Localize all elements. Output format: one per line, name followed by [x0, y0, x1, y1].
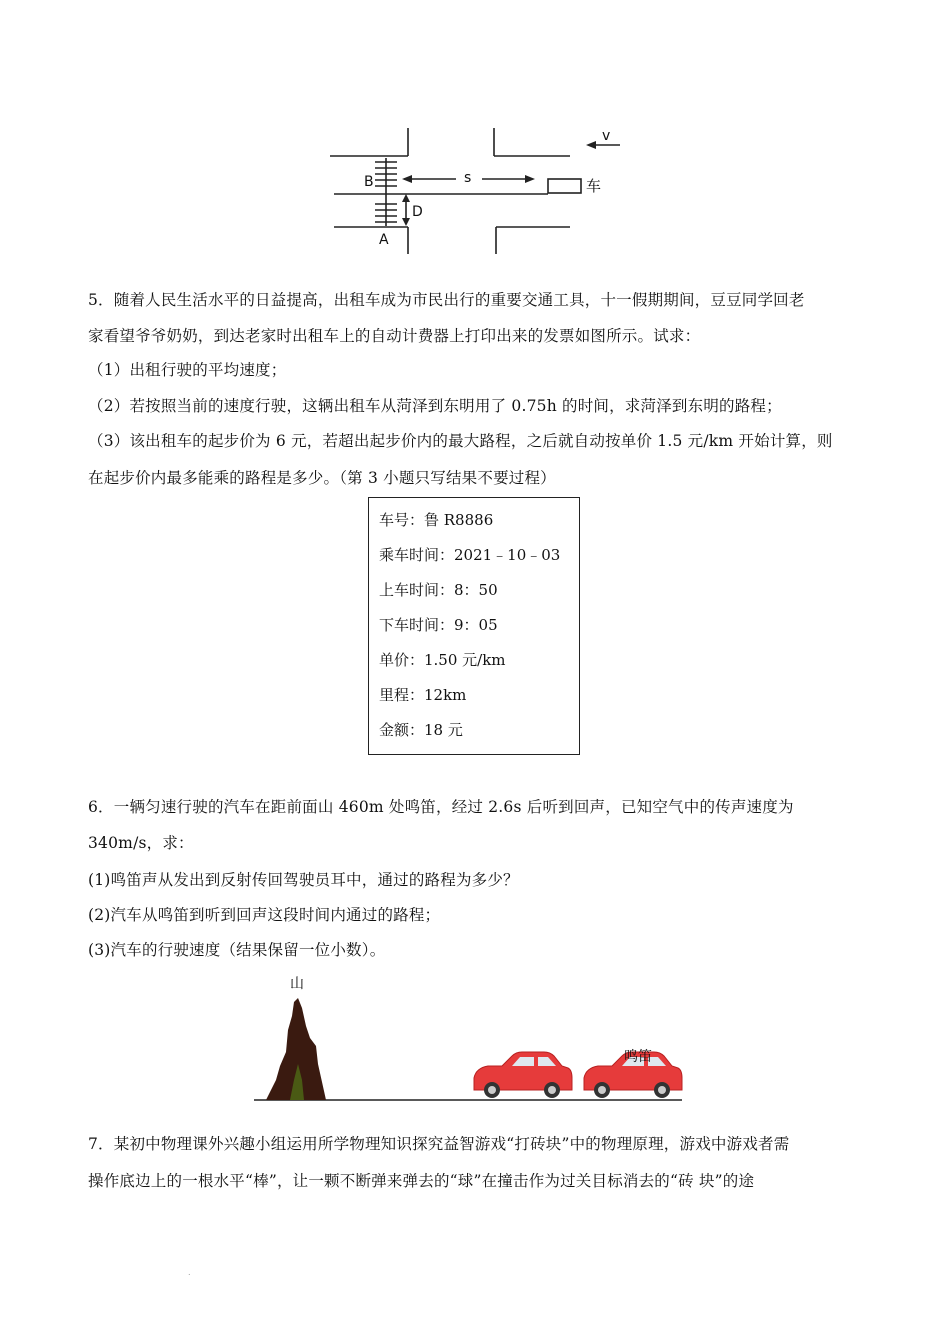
q5-part-1: （1）出租行驶的平均速度； — [88, 361, 287, 379]
q7-line-2: 操作底边上的一根水平“棒”，让一颗不断弹来弹去的“球”在撞击作为过关目标消去的“砖 块”的途 — [88, 1172, 755, 1190]
distance-label: s — [464, 170, 472, 186]
point-a-label: A — [379, 232, 389, 248]
receipt-alight-time: 下车时间：9：05 — [379, 616, 498, 634]
q5-line-2: 家看望爷爷奶奶，到达老家时出租车上的自动计费器上打印出来的发票如图所示。试求： — [88, 327, 701, 345]
receipt-distance: 里程：12km — [379, 686, 467, 704]
car-1-shape — [474, 1052, 572, 1098]
point-b-label: B — [364, 174, 374, 190]
q5-part-3a: （3）该出租车的起步价为 6 元，若超出起步价内的最大路程，之后就自动按单价 1.5 元/km 开始计算，则 — [88, 432, 833, 450]
receipt-date: 乘车时间：2021﹣10﹣03 — [379, 546, 561, 564]
car-label: 车 — [586, 177, 602, 195]
q5-line-1: 5．随着人民生活水平的日益提高，出租车成为市民出行的重要交通工具，十一假期期间，豆豆同学回老 — [88, 291, 805, 309]
velocity-label: v — [602, 128, 611, 144]
mountain-label: 山 — [290, 976, 304, 992]
footer-mark: . — [188, 1268, 191, 1277]
q6-line-2: 340m/s，求： — [88, 834, 194, 852]
q6-line-1: 6．一辆匀速行驶的汽车在距前面山 460m 处鸣笛，经过 2.6s 后听到回声，已知空气中的传声速度为 — [88, 798, 794, 816]
receipt-amount: 金额：18 元 — [379, 721, 463, 739]
q6-part-2: (2)汽车从鸣笛到听到回声这段时间内通过的路程； — [88, 906, 441, 924]
receipt-plate: 车号：鲁 R8886 — [379, 511, 494, 529]
crossing-diagram — [320, 120, 640, 260]
q6-part-1: (1)鸣笛声从发出到反射传回驾驶员耳中，通过的路程为多少？ — [88, 871, 519, 889]
taxi-receipt — [368, 497, 580, 755]
honk-label: 鸣笛 — [624, 1049, 652, 1065]
width-d-label: D — [412, 204, 423, 220]
q7-line-1: 7．某初中物理课外兴趣小组运用所学物理知识探究益智游戏“打砖块”中的物理原理，游戏中游戏者需 — [88, 1135, 790, 1153]
q6-part-3: (3)汽车的行驶速度（结果保留一位小数）。 — [88, 941, 386, 959]
echo-figure — [250, 968, 690, 1108]
q5-part-2: （2）若按照当前的速度行驶，这辆出租车从菏泽到东明用了 0.75h 的时间，求菏泽到东明的路程； — [88, 397, 782, 415]
q5-part-3b: 在起步价内最多能乘的路程是多少。（第 3 小题只写结果不要过程） — [88, 469, 556, 487]
receipt-unit-price: 单价：1.50 元/km — [379, 651, 506, 669]
receipt-board-time: 上车时间：8：50 — [379, 581, 498, 599]
